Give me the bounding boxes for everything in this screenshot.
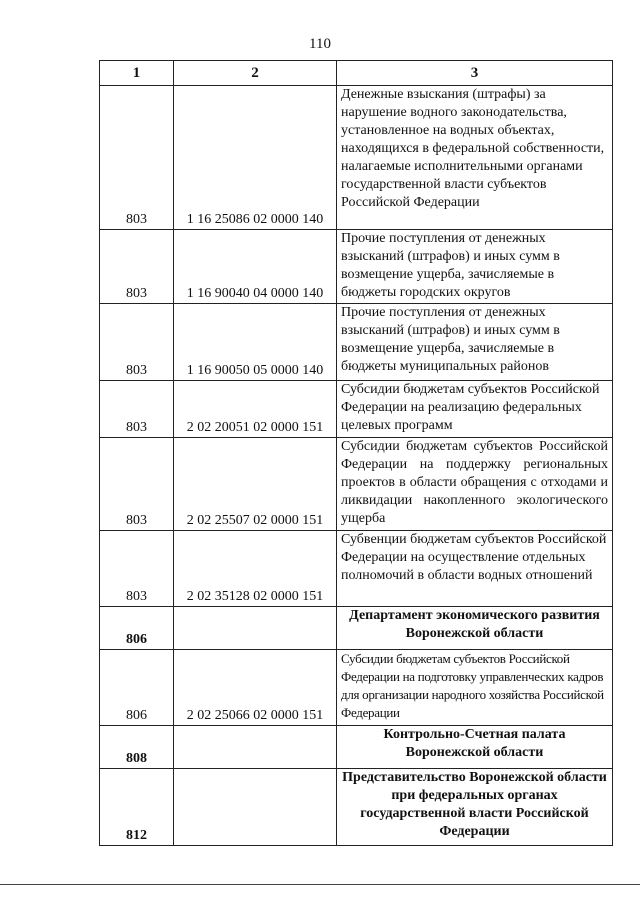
admin-code-cell: 803 bbox=[100, 438, 174, 531]
revenue-name-cell: Субвенции бюджетам субъектов Российской Федерации на осуществление отдельных полномочий в области водных отношений bbox=[337, 531, 613, 607]
table-row bbox=[100, 650, 613, 726]
table-header-row bbox=[100, 61, 613, 86]
revenue-code-cell: 2 02 35128 02 0000 151 bbox=[174, 531, 337, 607]
revenue-code-cell: 1 16 90050 05 0000 140 bbox=[174, 304, 337, 381]
page-bottom-divider bbox=[0, 884, 640, 885]
table-row bbox=[100, 531, 613, 607]
revenue-code-cell: 1 16 25086 02 0000 140 bbox=[174, 86, 337, 230]
admin-code-cell: 806 bbox=[100, 607, 174, 650]
table-row bbox=[100, 86, 613, 230]
admin-code-cell: 803 bbox=[100, 86, 174, 230]
revenue-name-cell: Денежные взыскания (штрафы) за нарушение водного законодательства, установленное на водных объектах, находящихся в федеральной собственности, налагаемые исполнительными органами государственной власти субъектов Российской Федерации bbox=[337, 86, 613, 230]
table-row bbox=[100, 381, 613, 438]
department-name-cell: Представительство Воронежской области при федеральных органах государственной власти Российской Федерации bbox=[337, 769, 613, 846]
revenue-name-cell: Субсидии бюджетам субъектов Российской Федерации на подготовку управленческих кадров для организации народного хозяйства Российской Федерации bbox=[337, 650, 613, 726]
revenue-code-cell: 2 02 20051 02 0000 151 bbox=[174, 381, 337, 438]
department-name-cell: Контрольно-Счетная палата Воронежской области bbox=[337, 726, 613, 769]
department-name-cell: Департамент экономического развития Воронежской области bbox=[337, 607, 613, 650]
page-number: 110 bbox=[309, 36, 331, 52]
admin-code-cell: 806 bbox=[100, 650, 174, 726]
admin-code-cell: 808 bbox=[100, 726, 174, 769]
revenue-code-cell bbox=[174, 769, 337, 846]
revenue-name-cell: Субсидии бюджетам субъектов Российской Федерации на поддержку региональных проектов в области обращения с отходами и ликвидации накопленного экологического ущерба bbox=[337, 438, 613, 531]
table-row bbox=[100, 230, 613, 304]
header-col-1: 1 bbox=[100, 61, 174, 86]
admin-code-cell: 803 bbox=[100, 304, 174, 381]
admin-code-cell: 803 bbox=[100, 381, 174, 438]
budget-classification-table bbox=[99, 60, 613, 846]
revenue-code-cell: 2 02 25507 02 0000 151 bbox=[174, 438, 337, 531]
revenue-code-cell: 1 16 90040 04 0000 140 bbox=[174, 230, 337, 304]
revenue-name-cell: Прочие поступления от денежных взысканий (штрафов) и иных сумм в возмещение ущерба, зачисляемые в бюджеты городских округов bbox=[337, 230, 613, 304]
revenue-name-cell: Прочие поступления от денежных взысканий (штрафов) и иных сумм в возмещение ущерба, зачисляемые в бюджеты муниципальных районов bbox=[337, 304, 613, 381]
revenue-code-cell bbox=[174, 726, 337, 769]
revenue-code-cell bbox=[174, 607, 337, 650]
admin-code-cell: 812 bbox=[100, 769, 174, 846]
table-row bbox=[100, 304, 613, 381]
admin-code-cell: 803 bbox=[100, 230, 174, 304]
table-row bbox=[100, 438, 613, 531]
header-col-3: 3 bbox=[337, 61, 613, 86]
header-col-2: 2 bbox=[174, 61, 337, 86]
department-row bbox=[100, 769, 613, 846]
admin-code-cell: 803 bbox=[100, 531, 174, 607]
revenue-code-cell: 2 02 25066 02 0000 151 bbox=[174, 650, 337, 726]
department-row bbox=[100, 607, 613, 650]
revenue-name-cell: Субсидии бюджетам субъектов Российской Федерации на реализацию федеральных целевых программ bbox=[337, 381, 613, 438]
department-row bbox=[100, 726, 613, 769]
